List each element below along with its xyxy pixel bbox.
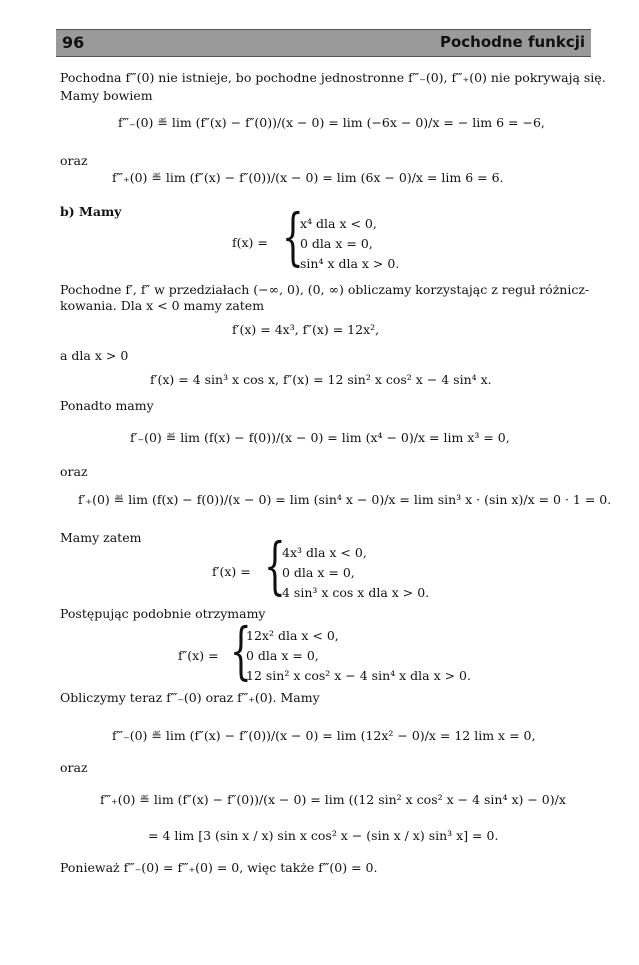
fsecond-piecewise-lhs: f″(x) = bbox=[178, 648, 219, 663]
oraz-2: oraz bbox=[60, 464, 88, 479]
intro-line-2: Mamy bowiem bbox=[60, 88, 153, 103]
equation-1: f‴₋(0) ≝ lim (f″(x) − f″(0))/(x − 0) = lim (−6x − 0)/x = − lim 6 = −6, bbox=[118, 115, 545, 130]
f-piece-3: sin⁴ x dla x > 0. bbox=[300, 256, 400, 271]
equation-4: f′(x) = 4 sin³ x cos x, f″(x) = 12 sin² x cos² x − 4 sin⁴ x. bbox=[150, 372, 492, 387]
page-number: 96 bbox=[62, 33, 85, 52]
fprime-piece-2: 0 dla x = 0, bbox=[282, 565, 355, 580]
text-f: Postępując podobnie otrzymamy bbox=[60, 606, 266, 621]
fsecond-piece-3: 12 sin² x cos² x − 4 sin⁴ x dla x > 0. bbox=[246, 668, 471, 683]
equation-7: f‴₋(0) ≝ lim (f″(x) − f″(0))/(x − 0) = lim (12x² − 0)/x = 12 lim x = 0, bbox=[112, 728, 536, 743]
text-g: Obliczymy teraz f‴₋(0) oraz f‴₊(0). Mamy bbox=[60, 690, 320, 705]
text-a: Pochodne f′, f″ w przedziałach (−∞, 0), (0, ∞) obliczamy korzystając z reguł różnicz- bbox=[60, 282, 590, 297]
fprime-piece-3: 4 sin³ x cos x dla x > 0. bbox=[282, 585, 430, 600]
fsecond-piece-2: 0 dla x = 0, bbox=[246, 648, 319, 663]
fprime-piecewise-lhs: f′(x) = bbox=[212, 564, 251, 579]
text-b: kowania. Dla x < 0 mamy zatem bbox=[60, 298, 265, 313]
equation-2: f‴₊(0) ≝ lim (f″(x) − f″(0))/(x − 0) = lim (6x − 0)/x = lim 6 = 6. bbox=[112, 170, 504, 185]
section-b-label: b) Mamy bbox=[60, 204, 122, 219]
text-e: Mamy zatem bbox=[60, 530, 142, 545]
equation-8-line-2: = 4 lim [3 (sin x / x) sin x cos² x − (sin x / x) sin³ x] = 0. bbox=[148, 828, 499, 843]
f-piece-1: x⁴ dla x < 0, bbox=[300, 216, 377, 231]
equation-5: f′₋(0) ≝ lim (f(x) − f(0))/(x − 0) = lim (x⁴ − 0)/x = lim x³ = 0, bbox=[130, 430, 510, 445]
final-statement: Ponieważ f‴₋(0) = f‴₊(0) = 0, więc także f‴(0) = 0. bbox=[60, 860, 378, 875]
page-header bbox=[56, 29, 591, 57]
text-d: Ponadto mamy bbox=[60, 398, 154, 413]
chapter-title: Pochodne funkcji bbox=[439, 33, 585, 51]
oraz-1: oraz bbox=[60, 153, 88, 168]
fprime-piece-1: 4x³ dla x < 0, bbox=[282, 545, 367, 560]
text-c: a dla x > 0 bbox=[60, 348, 129, 363]
equation-6: f′₊(0) ≝ lim (f(x) − f(0))/(x − 0) = lim (sin⁴ x − 0)/x = lim sin³ x · (sin x)/x = 0 · 1 = 0. bbox=[78, 492, 612, 507]
oraz-3: oraz bbox=[60, 760, 88, 775]
equation-8-line-1: f‴₊(0) ≝ lim (f″(x) − f″(0))/(x − 0) = lim ((12 sin² x cos² x − 4 sin⁴ x) − 0)/x bbox=[100, 792, 566, 807]
f-piece-2: 0 dla x = 0, bbox=[300, 236, 373, 251]
fsecond-piecewise-brace: { bbox=[230, 614, 252, 687]
intro-line-1: Pochodna f‴(0) nie istnieje, bo pochodne jednostronne f‴₋(0), f‴₊(0) nie pokrywają się. bbox=[60, 70, 606, 85]
f-piecewise-brace: { bbox=[282, 200, 304, 273]
fprime-piecewise-brace: { bbox=[264, 529, 286, 602]
f-piecewise-lhs: f(x) = bbox=[232, 235, 268, 250]
equation-3: f′(x) = 4x³, f″(x) = 12x², bbox=[232, 322, 380, 337]
fsecond-piece-1: 12x² dla x < 0, bbox=[246, 628, 339, 643]
